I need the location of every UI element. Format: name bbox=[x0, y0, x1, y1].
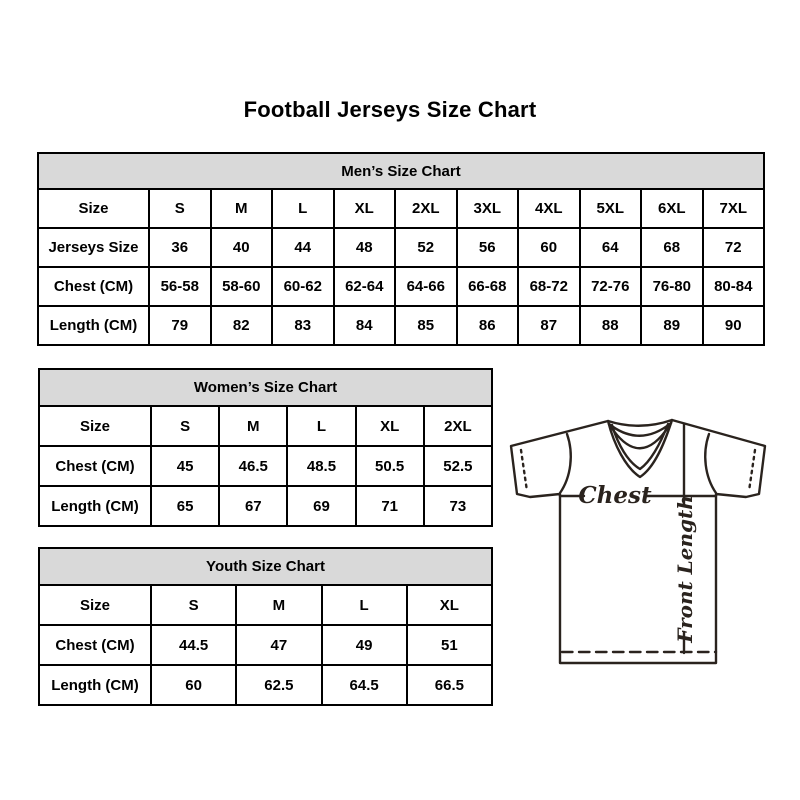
column-header: S bbox=[151, 585, 236, 625]
table-cell: 40 bbox=[211, 228, 273, 267]
table-row bbox=[38, 228, 764, 267]
table-cell: 83 bbox=[272, 306, 334, 345]
row-label: Length (CM) bbox=[38, 306, 149, 345]
table-row bbox=[38, 306, 764, 345]
table-cell: 60 bbox=[151, 665, 236, 705]
column-header: 3XL bbox=[457, 189, 519, 228]
table-title: Men’s Size Chart bbox=[38, 153, 764, 189]
table-cell: 88 bbox=[580, 306, 642, 345]
column-header: 2XL bbox=[395, 189, 457, 228]
table-cell: 66-68 bbox=[457, 267, 519, 306]
table-cell: 84 bbox=[334, 306, 396, 345]
table-cell: 66.5 bbox=[407, 665, 492, 705]
table-cell: 64.5 bbox=[322, 665, 407, 705]
column-header: S bbox=[151, 406, 219, 446]
jersey-icon bbox=[500, 400, 772, 672]
table-cell: 60 bbox=[518, 228, 580, 267]
chest-label: Chest bbox=[578, 482, 652, 509]
column-header: S bbox=[149, 189, 211, 228]
table-cell: 73 bbox=[424, 486, 492, 526]
table-cell: 48.5 bbox=[287, 446, 355, 486]
table-cell: 60-62 bbox=[272, 267, 334, 306]
womens-size-chart-table bbox=[38, 368, 493, 527]
table-cell: 50.5 bbox=[356, 446, 424, 486]
column-header: 6XL bbox=[641, 189, 703, 228]
table-cell: 58-60 bbox=[211, 267, 273, 306]
table-cell: 79 bbox=[149, 306, 211, 345]
page-title: Football Jerseys Size Chart bbox=[243, 97, 537, 122]
column-header: 4XL bbox=[518, 189, 580, 228]
table-cell: 56-58 bbox=[149, 267, 211, 306]
table-title: Women’s Size Chart bbox=[39, 369, 492, 406]
table-cell: 44.5 bbox=[151, 625, 236, 665]
column-header: Size bbox=[39, 585, 151, 625]
table-cell: 64 bbox=[580, 228, 642, 267]
table-title-row bbox=[39, 369, 492, 406]
table-cell: 68-72 bbox=[518, 267, 580, 306]
table-cell: 52.5 bbox=[424, 446, 492, 486]
table-header-row bbox=[38, 189, 764, 228]
table-cell: 56 bbox=[457, 228, 519, 267]
column-header: Size bbox=[39, 406, 151, 446]
table-cell: 71 bbox=[356, 486, 424, 526]
column-header: M bbox=[211, 189, 273, 228]
table-cell: 72-76 bbox=[580, 267, 642, 306]
table-cell: 47 bbox=[236, 625, 321, 665]
table-cell: 52 bbox=[395, 228, 457, 267]
table-title-row bbox=[38, 153, 764, 189]
row-label: Jerseys Size bbox=[38, 228, 149, 267]
column-header: XL bbox=[407, 585, 492, 625]
table-cell: 44 bbox=[272, 228, 334, 267]
table-cell: 72 bbox=[703, 228, 765, 267]
table-cell: 48 bbox=[334, 228, 396, 267]
table-cell: 68 bbox=[641, 228, 703, 267]
column-header: Size bbox=[38, 189, 149, 228]
table-cell: 36 bbox=[149, 228, 211, 267]
table-row bbox=[39, 486, 492, 526]
table-cell: 89 bbox=[641, 306, 703, 345]
table-row bbox=[38, 267, 764, 306]
table-cell: 62.5 bbox=[236, 665, 321, 705]
front-length-label: Front Length bbox=[673, 495, 697, 643]
table-cell: 85 bbox=[395, 306, 457, 345]
table-row bbox=[39, 446, 492, 486]
row-label: Chest (CM) bbox=[38, 267, 149, 306]
table-cell: 51 bbox=[407, 625, 492, 665]
row-label: Length (CM) bbox=[39, 665, 151, 705]
jersey-measurement-diagram bbox=[500, 400, 772, 672]
table-cell: 86 bbox=[457, 306, 519, 345]
table-cell: 76-80 bbox=[641, 267, 703, 306]
table-title: Youth Size Chart bbox=[39, 548, 492, 585]
table-cell: 67 bbox=[219, 486, 287, 526]
column-header: 5XL bbox=[580, 189, 642, 228]
table-cell: 90 bbox=[703, 306, 765, 345]
mens-size-chart-table bbox=[37, 152, 765, 346]
column-header: L bbox=[322, 585, 407, 625]
row-label: Length (CM) bbox=[39, 486, 151, 526]
table-cell: 82 bbox=[211, 306, 273, 345]
column-header: L bbox=[287, 406, 355, 446]
column-header: 2XL bbox=[424, 406, 492, 446]
table-cell: 62-64 bbox=[334, 267, 396, 306]
table-cell: 69 bbox=[287, 486, 355, 526]
table-title-row bbox=[39, 548, 492, 585]
column-header: XL bbox=[334, 189, 396, 228]
jersey-outline bbox=[511, 420, 765, 663]
row-label: Chest (CM) bbox=[39, 446, 151, 486]
column-header: L bbox=[272, 189, 334, 228]
table-cell: 49 bbox=[322, 625, 407, 665]
table-cell: 87 bbox=[518, 306, 580, 345]
table-cell: 65 bbox=[151, 486, 219, 526]
table-header-row bbox=[39, 406, 492, 446]
table-cell: 45 bbox=[151, 446, 219, 486]
table-cell: 80-84 bbox=[703, 267, 765, 306]
column-header: 7XL bbox=[703, 189, 765, 228]
table-row bbox=[39, 625, 492, 665]
table-header-row bbox=[39, 585, 492, 625]
row-label: Chest (CM) bbox=[39, 625, 151, 665]
column-header: M bbox=[236, 585, 321, 625]
column-header: XL bbox=[356, 406, 424, 446]
youth-size-chart-table bbox=[38, 547, 493, 706]
table-row bbox=[39, 665, 492, 705]
table-cell: 64-66 bbox=[395, 267, 457, 306]
column-header: M bbox=[219, 406, 287, 446]
table-cell: 46.5 bbox=[219, 446, 287, 486]
